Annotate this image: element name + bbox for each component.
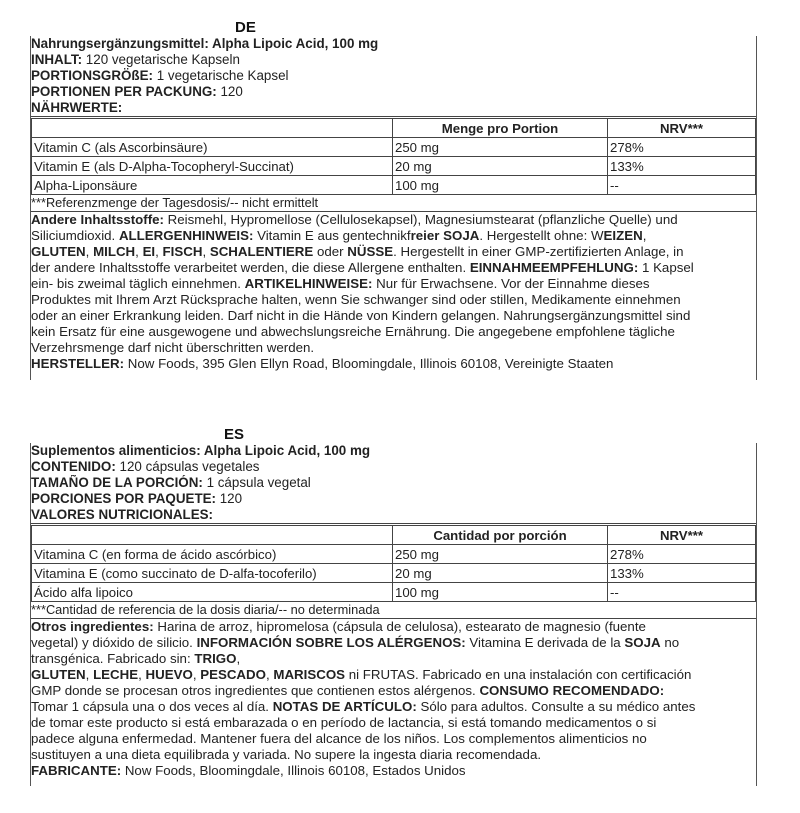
bold-text-run: reier SOJA (410, 228, 480, 243)
text-run: kein Ersatz für eine ausgewogene und abwechslungsreiche Ernährung. Die angegebene empfohlene tägliche (31, 324, 675, 339)
text-run: Now Foods, Bloomingdale, Illinois 60108, Estados Unidos (121, 763, 466, 778)
text-run: Tomar 1 cápsula una o dos veces al día. (31, 699, 273, 714)
text-run: padece alguna enfermedad. Mantener fuera del alcance de los niños. Los complementos alimenticios no (31, 731, 647, 746)
servings-per-package-line: PORCIONES POR PAQUETE: 120 (31, 491, 243, 506)
paragraph-line (31, 763, 756, 779)
text-run: oder an einer Erkrankung leiden. Darf nicht in die Hände von Kindern gelangen. Nahrungsergänzungsmittel sind (31, 308, 691, 323)
nutrient-name-cell: Vitamin C (als Ascorbinsäure) (32, 138, 393, 157)
paragraph-line (31, 683, 756, 699)
text-run: , (236, 651, 241, 666)
bold-text-run: TRIGO (194, 651, 237, 666)
text-run: , (138, 667, 146, 682)
ingredients-paragraph (31, 619, 756, 779)
table-footnote: ***Cantidad de referencia de la dosis diaria/-- no determinada (31, 602, 756, 619)
header-cell: Cantidad por porción (393, 526, 608, 545)
text-run: ni FRUTAS. Fabricado en una instalación con certificación (345, 667, 692, 682)
section-label-de: DE (235, 19, 256, 36)
nutrient-name-cell: Vitamina E (como succinato de D-alfa-tocoferilo) (32, 564, 393, 583)
text-run: Nur für Erwachsene. Vor der Einnahme dieses (372, 276, 650, 291)
table-header-row (32, 119, 756, 138)
text-run: Harina de arroz, hipromelosa (cápsula de celulosa), estearato de magnesio (fuente (153, 619, 646, 634)
table-row (32, 157, 756, 176)
amount-cell: 100 mg (393, 176, 608, 195)
nrv-cell: 133% (608, 157, 756, 176)
bold-text-run: PESCADO (200, 667, 266, 682)
text-run: Vitamina E derivada de la (465, 635, 625, 650)
bold-text-run: LECHE (93, 667, 139, 682)
nutrient-name-cell: Vitamina C (en forma de ácido ascórbico) (32, 545, 393, 564)
paragraph-line (31, 651, 756, 667)
label-panel-es (30, 443, 757, 786)
bold-text-run: GLUTEN (31, 667, 86, 682)
header-cell: NRV*** (608, 119, 756, 138)
ingredients-paragraph (31, 212, 756, 372)
paragraph-line (31, 292, 756, 308)
text-run: , (265, 667, 274, 682)
text-run: Produktes mit Ihrem Arzt Rücksprache halten, wenn Sie schwanger sind oder stillen, Medikamente einnehmen (31, 292, 681, 307)
paragraph-line (31, 244, 756, 260)
text-run: Vitamin E aus gentechnikf (253, 228, 411, 243)
table-row (32, 545, 756, 564)
nrv-cell: 133% (608, 564, 756, 583)
amount-cell: 20 mg (393, 564, 608, 583)
text-run: vegetal) y dióxido de silicio. (31, 635, 197, 650)
section-label-es: ES (224, 426, 245, 443)
text-run: , (192, 667, 201, 682)
paragraph-line (31, 212, 756, 228)
text-run: , (155, 244, 163, 259)
table-header-row (32, 526, 756, 545)
paragraph-line (31, 356, 756, 372)
text-run: Reismehl, Hypromellose (Cellulosekapsel), Magnesiumstearat (pflanzliche Quelle) und (163, 212, 678, 227)
table-row (32, 583, 756, 602)
paragraph-line (31, 260, 756, 276)
amount-cell: 250 mg (393, 138, 608, 157)
bold-text-run: MILCH (93, 244, 136, 259)
bold-text-run: SOJA (624, 635, 661, 650)
paragraph-line (31, 667, 756, 683)
text-run: , (202, 244, 210, 259)
serving-size-line: PORTIONSGRÖßE: 1 vegetarische Kapsel (31, 68, 289, 83)
bold-text-run: HUEVO (145, 667, 193, 682)
bold-text-run: NOTAS DE ARTÍCULO: (272, 699, 417, 714)
text-run: . Hergestellt ohne: W (479, 228, 604, 243)
bold-text-run: CONSUMO RECOMENDADO: (479, 683, 665, 698)
paragraph-line (31, 747, 756, 763)
text-run: , (135, 244, 143, 259)
table-row (32, 138, 756, 157)
text-run: sustituyen a una dieta equilibrada y variada. No supere la ingesta diaria recomendada. (31, 747, 542, 762)
table-footnote: ***Referenzmenge der Tagesdosis/-- nicht ermittelt (31, 195, 756, 212)
bold-text-run: Otros ingredientes: (31, 619, 154, 634)
bold-text-run: FISCH (162, 244, 203, 259)
nutrition-table (31, 525, 756, 602)
nutrient-name-cell: Ácido alfa lipoico (32, 583, 393, 602)
text-run: . Hergestellt in einer GMP-zertifizierten Anlage, in (393, 244, 684, 259)
header-cell (32, 526, 393, 545)
text-run: GMP donde se procesan otros ingredientes que contienen estos alérgenos. (31, 683, 480, 698)
bold-text-run: HERSTELLER: (31, 356, 125, 371)
bold-text-run: Andere Inhaltsstoffe: (31, 212, 164, 227)
nrv-cell: 278% (608, 138, 756, 157)
text-run: Sólo para adultos. Consulte a su médico antes (416, 699, 696, 714)
bold-text-run: INFORMACIÓN SOBRE LOS ALÉRGENOS: (196, 635, 466, 650)
bold-text-run: FABRICANTE: (31, 763, 122, 778)
text-run: de tomar este producto si está embarazada o en período de lactancia, si está tomando medicamentos o si (31, 715, 657, 730)
paragraph-line (31, 699, 756, 715)
header-cell: NRV*** (608, 526, 756, 545)
bold-text-run: GLUTEN (31, 244, 86, 259)
table-row (32, 564, 756, 583)
text-run: Now Foods, 395 Glen Ellyn Road, Bloomingdale, Illinois 60108, Vereinigte Staaten (124, 356, 614, 371)
amount-cell: 100 mg (393, 583, 608, 602)
text-run: oder (313, 244, 348, 259)
bold-text-run: ALLERGENHINWEIS: (118, 228, 254, 243)
paragraph-line (31, 308, 756, 324)
text-run: , (85, 667, 94, 682)
text-run: no (660, 635, 680, 650)
bold-text-run: MARISCOS (273, 667, 346, 682)
content-line: CONTENIDO: 120 cápsulas vegetales (31, 459, 260, 474)
bold-text-run: EINNAHMEEMPFEHLUNG: (469, 260, 639, 275)
bold-text-run: NÜSSE (347, 244, 394, 259)
nutrients-heading: VALORES NUTRICIONALES: (31, 507, 756, 524)
product-line: Suplementos alimenticios: Alpha Lipoic Acid, 100 mg (31, 443, 371, 458)
amount-cell: 20 mg (393, 157, 608, 176)
content-line: INHALT: 120 vegetarische Kapseln (31, 52, 240, 67)
header-cell (32, 119, 393, 138)
bold-text-run: ARTIKELHINWEISE: (244, 276, 373, 291)
servings-per-package-line: PORTIONEN PER PACKUNG: 120 (31, 84, 243, 99)
serving-size-line: TAMAÑO DE LA PORCIÓN: 1 cápsula vegetal (31, 475, 311, 490)
label-panel-de (30, 36, 757, 380)
paragraph-line (31, 619, 756, 635)
paragraph-line (31, 715, 756, 731)
nrv-cell: -- (608, 176, 756, 195)
bold-text-run: EI (142, 244, 156, 259)
paragraph-line (31, 731, 756, 747)
paragraph-line (31, 635, 756, 651)
bold-text-run: SCHALENTIERE (209, 244, 314, 259)
text-run: Siliciumdioxid. (31, 228, 119, 243)
header-cell: Menge pro Portion (393, 119, 608, 138)
text-run: Verzehrsmenge darf nicht überschritten werden. (31, 340, 315, 355)
text-run: , (85, 244, 94, 259)
bold-text-run: EIZEN (603, 228, 643, 243)
nutrients-heading: NÄHRWERTE: (31, 100, 756, 117)
nutrient-name-cell: Alpha-Liponsäure (32, 176, 393, 195)
nutrition-table (31, 118, 756, 195)
text-run: 1 Kapsel (638, 260, 694, 275)
nrv-cell: 278% (608, 545, 756, 564)
text-run: ein- bis zweimal täglich einnehmen. (31, 276, 245, 291)
amount-cell: 250 mg (393, 545, 608, 564)
paragraph-line (31, 228, 756, 244)
product-line: Nahrungsergänzungsmittel: Alpha Lipoic Acid, 100 mg (31, 36, 379, 51)
paragraph-line (31, 340, 756, 356)
text-run: transgénica. Fabricado sin: (31, 651, 195, 666)
text-run: , (642, 228, 647, 243)
paragraph-line (31, 276, 756, 292)
text-run: der andere Inhaltsstoffe verarbeitet werden, die diese Allergene enthalten. (31, 260, 470, 275)
nutrient-name-cell: Vitamin E (als D-Alpha-Tocopheryl-Succinat) (32, 157, 393, 176)
nrv-cell: -- (608, 583, 756, 602)
paragraph-line (31, 324, 756, 340)
table-row (32, 176, 756, 195)
